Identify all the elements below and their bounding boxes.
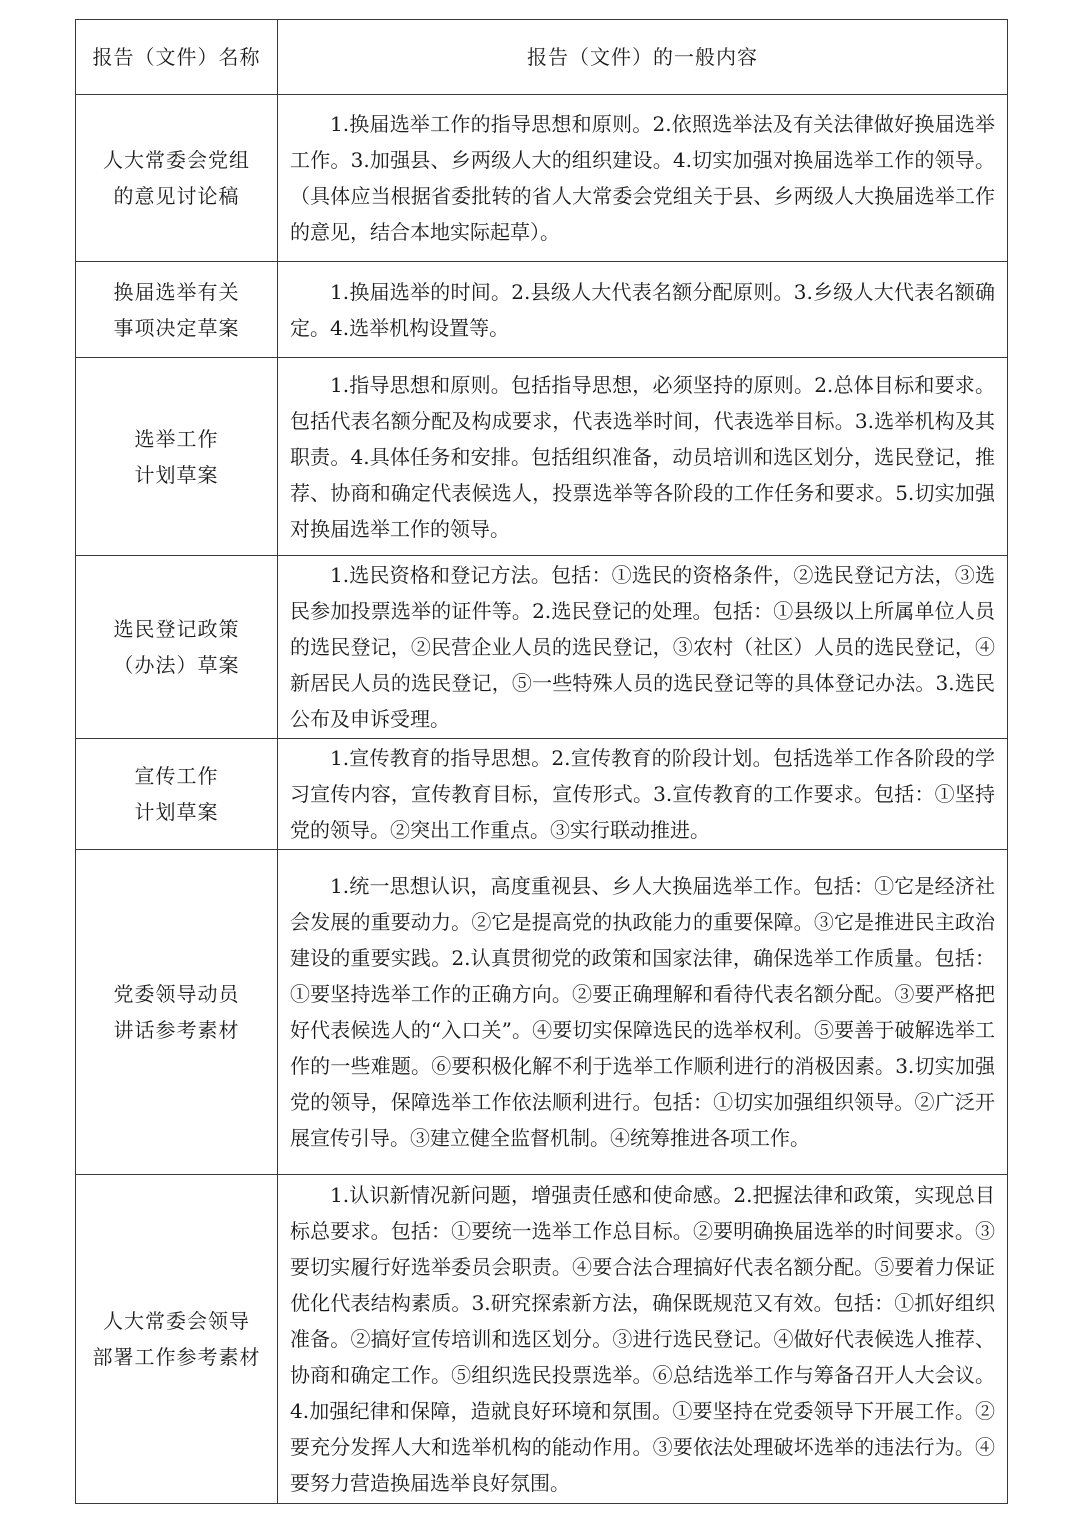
row-name-line: 部署工作参考素材 bbox=[92, 1345, 261, 1369]
row-content-text: 1.指导思想和原则。包括指导思想，必须坚持的原则。2.总体目标和要求。包括代表名额分配及构成要求，代表选举时间，代表选举目标。3.选举机构及其职责。4.具体任务和安排。包括组织准备，动员培训和选区划分，选民登记，推荐、协商和确定代表候选人，投票选举等各阶段的工作任务和要求。5.切实加强对换届选举工作的领导。 bbox=[290, 372, 995, 541]
row-name bbox=[76, 850, 278, 1175]
row-name-line: 人大常委会党组 bbox=[103, 148, 250, 172]
row-content bbox=[278, 739, 1008, 850]
row-name-line: 选举工作 bbox=[134, 426, 219, 451]
row-name-line: 选民登记政策 bbox=[113, 617, 240, 641]
row-content bbox=[278, 556, 1008, 739]
header-content: 报告（文件）的一般内容 bbox=[278, 20, 1008, 95]
table-row bbox=[76, 850, 1008, 1175]
row-content-text: 1.选民资格和登记方法。包括：①选民的资格条件，②选民登记方法，③选民参加投票选举的证件等。2.选民登记的处理。包括：①县级以上所属单位人员的选民登记，②民营企业人员的选民登记，③农村（社区）人员的选民登记，④新居民人员的选民登记，⑤一些特殊人员的选民登记等的具体登记办法。3.选民公布及申诉受理。 bbox=[290, 563, 995, 731]
row-name bbox=[76, 358, 278, 556]
row-content-text: 1.换届选举的时间。2.县级人大代表名额分配原则。3.乡级人大代表名额确定。4.选举机构设置等。 bbox=[290, 279, 995, 340]
row-content bbox=[278, 262, 1008, 358]
table-row bbox=[76, 556, 1008, 739]
row-content-text: 1.换届选举工作的指导思想和原则。2.依照选举法及有关法律做好换届选举工作。3.加强县、乡两级人大的组织建设。4.切实加强对换届选举工作的领导。（具体应当根据省委批转的省人大常委会党组关于县、乡两级人大换届选举工作的意见，结合本地实际起草）。 bbox=[290, 112, 995, 244]
table-row bbox=[76, 739, 1008, 850]
row-content bbox=[278, 358, 1008, 556]
row-name-line: 事项决定草案 bbox=[113, 315, 240, 340]
row-name bbox=[76, 739, 278, 850]
row-name-line: 的意见讨论稿 bbox=[113, 184, 240, 208]
header-name: 报告（文件）名称 bbox=[76, 20, 278, 95]
row-name bbox=[76, 95, 278, 262]
table-header-row bbox=[76, 20, 1008, 95]
row-name-line: 讲话参考素材 bbox=[113, 1018, 240, 1042]
table-row bbox=[76, 262, 1008, 358]
row-name-line: 人大常委会领导 bbox=[103, 1309, 250, 1333]
row-name-line: 宣传工作 bbox=[134, 764, 219, 788]
row-name-line: 换届选举有关 bbox=[113, 279, 240, 304]
row-name-line: 计划草案 bbox=[134, 462, 219, 487]
row-name-line: （办法）草案 bbox=[113, 653, 240, 677]
row-content bbox=[278, 1175, 1008, 1504]
row-content bbox=[278, 95, 1008, 262]
table-row bbox=[76, 95, 1008, 262]
table-row bbox=[76, 1175, 1008, 1504]
row-name-line: 党委领导动员 bbox=[113, 982, 240, 1006]
table-row bbox=[76, 358, 1008, 556]
row-name-line: 计划草案 bbox=[134, 800, 219, 824]
row-name bbox=[76, 262, 278, 358]
row-content-text: 1.统一思想认识，高度重视县、乡人大换届选举工作。包括：①它是经济社会发展的重要动力。②它是提高党的执政能力的重要保障。③它是推进民主政治建设的重要实践。2.认真贯彻党的政策和国家法律，确保选举工作质量。包括：①要坚持选举工作的正确方向。②要正确理解和看待代表名额分配。③要严格把好代表候选人的“入口关”。④要切实保障选民的选举权利。⑤要善于破解选举工作的一些难题。⑥要积极化解不利于选举工作顺利进行的消极因素。3.切实加强党的领导，保障选举工作依法顺利进行。包括：①切实加强组织领导。②广泛开展宣传引导。③建立健全监督机制。④统筹推进各项工作。 bbox=[290, 874, 995, 1150]
document-table bbox=[75, 19, 1008, 1504]
row-content bbox=[278, 850, 1008, 1175]
row-name bbox=[76, 556, 278, 739]
row-name bbox=[76, 1175, 278, 1504]
row-content-text: 1.宣传教育的指导思想。2.宣传教育的阶段计划。包括选举工作各阶段的学习宣传内容，宣传教育目标，宣传形式。3.宣传教育的工作要求。包括：①坚持党的领导。②突出工作重点。③实行联动推进。 bbox=[290, 746, 995, 842]
row-content-text: 1.认识新情况新问题，增强责任感和使命感。2.把握法律和政策，实现总目标总要求。包括：①要统一选举工作总目标。②要明确换届选举的时间要求。③要切实履行好选举委员会职责。④要合法合理搞好代表名额分配。⑤要着力保证优化代表结构素质。3.研究探索新方法，确保既规范又有效。包括：①抓好组织准备。②搞好宣传培训和选区划分。③进行选民登记。④做好代表候选人推荐、协商和确定工作。⑤组织选民投票选举。⑥总结选举工作与筹备召开人大会议。4.加强纪律和保障，造就良好环境和氛围。①要坚持在党委领导下开展工作。②要充分发挥人大和选举机构的能动作用。③要依法处理破坏选举的违法行为。④要努力营造换届选举良好氛围。 bbox=[290, 1183, 995, 1495]
